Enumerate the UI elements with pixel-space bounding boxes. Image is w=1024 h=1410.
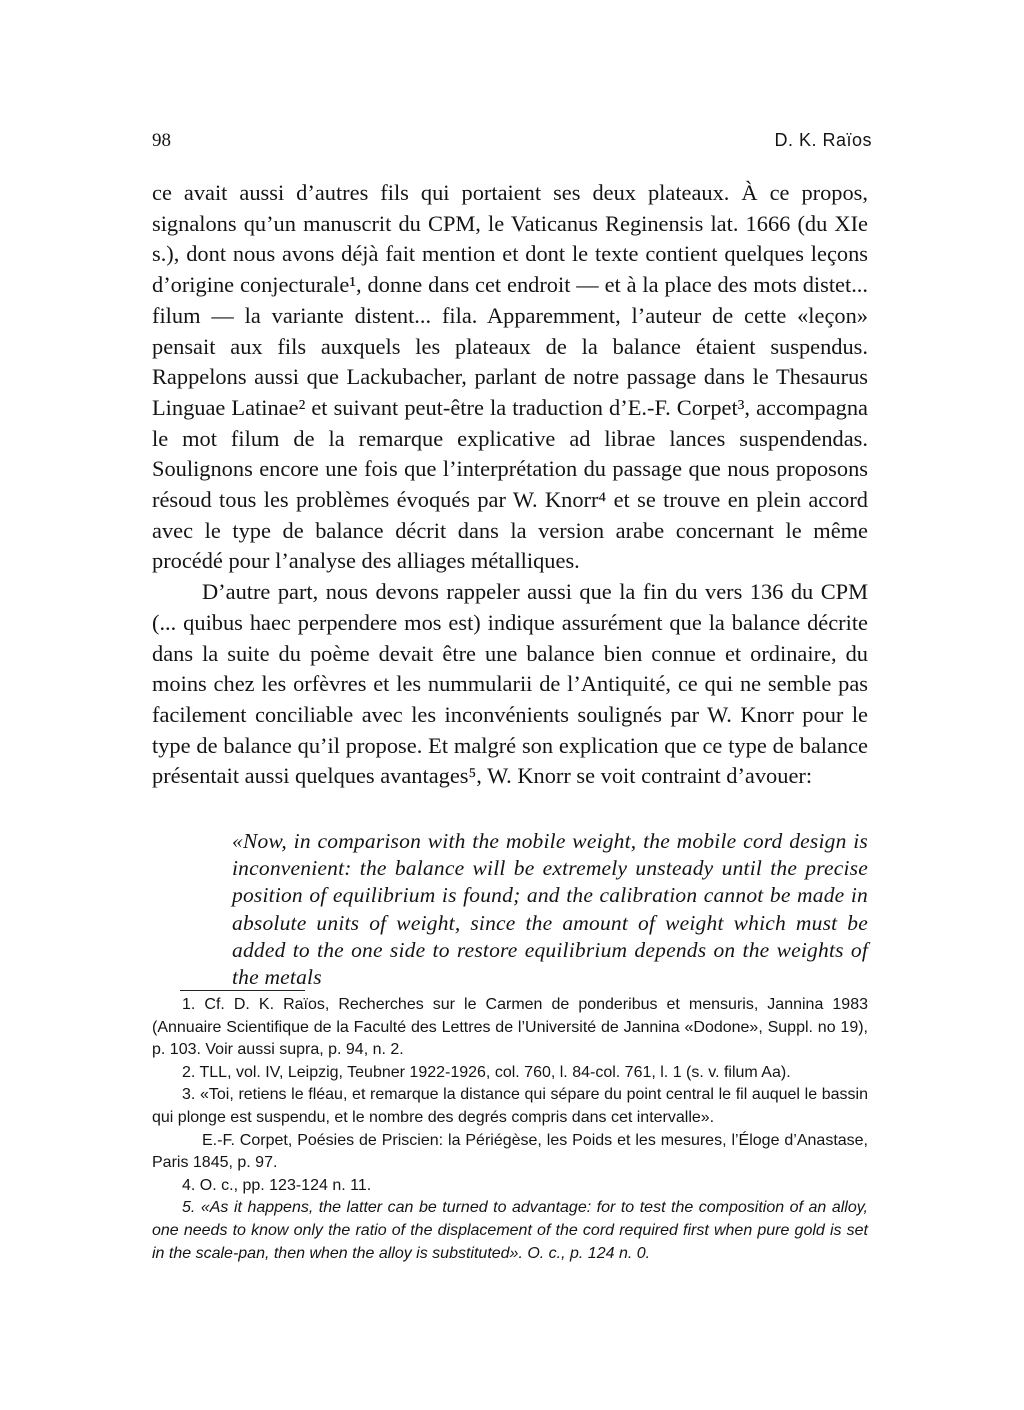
footnote: 5. «As it happens, the latter can be turned to advantage: for to test the composition of an alloy, one needs to know only the ratio of the displacement of the cord required first when pure gold is set in the scale-pan, then when the alloy is substituted». O. c., p. 124 n. 0. <box>152 1199 868 1262</box>
footnote: 4. O. c., pp. 123-124 n. 11. <box>182 1176 372 1194</box>
page-number: 98 <box>152 130 171 151</box>
footnote: 3. «Toi, retiens le fléau, et remarque la distance qui sépare du point central le fil auquel le bassin qui plonge est suspendu, et le nombre des degrés compris dans cet intervalle». <box>152 1086 868 1126</box>
footnote-divider <box>180 990 305 991</box>
footnote: 1. Cf. D. K. Raïos, Recherches sur le Carmen de ponderibus et mensuris, Jannina 1983 (Annuaire Scientifique de la Faculté des Lettres de l’Université de Jannina «Dodone», Suppl. no 19), p. 103. Voir aussi supra, p. 94, n. 2. <box>152 996 868 1059</box>
main-text <box>152 178 868 792</box>
footnotes <box>152 994 868 1265</box>
footnote-continuation: E.-F. Corpet, Poésies de Priscien: la Périégèse, les Poids et les mesures, l’Éloge d’Anastase, Paris 1845, p. 97. <box>152 1131 868 1172</box>
block-quote: «Now, in comparison with the mobile weight, the mobile cord design is inconvenient: the balance will be extremely unsteady until the precise position of equilibrium is found; and the calibration cannot be made in absolute units of weight, since the amount of weight which must be added to the one side to restore equilibrium depends on the weights of the metals <box>232 829 868 990</box>
paragraph: D’autre part, nous devons rappeler aussi que la fin du vers 136 du CPM (... quibus haec perpendere mos est) indique assurément que la balance décrite dans la suite du poème devait être une balance bien connue et ordinaire, du moins chez les orfèvres et les nummularii de l’Antiquité, ce qui ne semble pas facilement conciliable avec les inconvénients soulignés par W. Knorr pour le type de balance qu’il propose. Et malgré son explication que ce type de balance présentait aussi quelques avantages⁵, W. Knorr se voit contraint d’avouer: <box>152 579 868 789</box>
paragraph: ce avait aussi d’autres fils qui portaient ses deux plateaux. À ce propos, signalons qu’un manuscrit du CPM, le Vaticanus Reginensis lat. 1666 (du XIe s.), dont nous avons déjà fait mention et dont le texte contient quelques leçons d’origine conjecturale¹, donne dans cet endroit — et à la place des mots distet... filum — la variante distent... fila. Apparemment, l’auteur de cette «leçon» pensait aux fils auxquels les plateaux de la balance étaient suspendus. Rappelons aussi que Lackubacher, parlant de notre passage dans le Thesaurus Linguae Latinae² et suivant peut-être la traduction d’E.-F. Corpet³, accompagna le mot filum de la remarque explicative ad librae lances suspendendas. Soulignons encore une fois que l’interprétation du passage que nous proposons résoud tous les problèmes évoqués par W. Knorr⁴ et se trouve en plein accord avec le type de balance décrit dans la version arabe concernant le même procédé pour l’analyse des alliages métalliques. <box>152 180 868 574</box>
running-head: D. K. Raïos <box>774 130 872 150</box>
footnote: 2. TLL, vol. IV, Leipzig, Teubner 1922-1926, col. 760, l. 84-col. 761, l. 1 (s. v. filum Aa). <box>182 1063 791 1081</box>
page-header <box>152 130 872 164</box>
